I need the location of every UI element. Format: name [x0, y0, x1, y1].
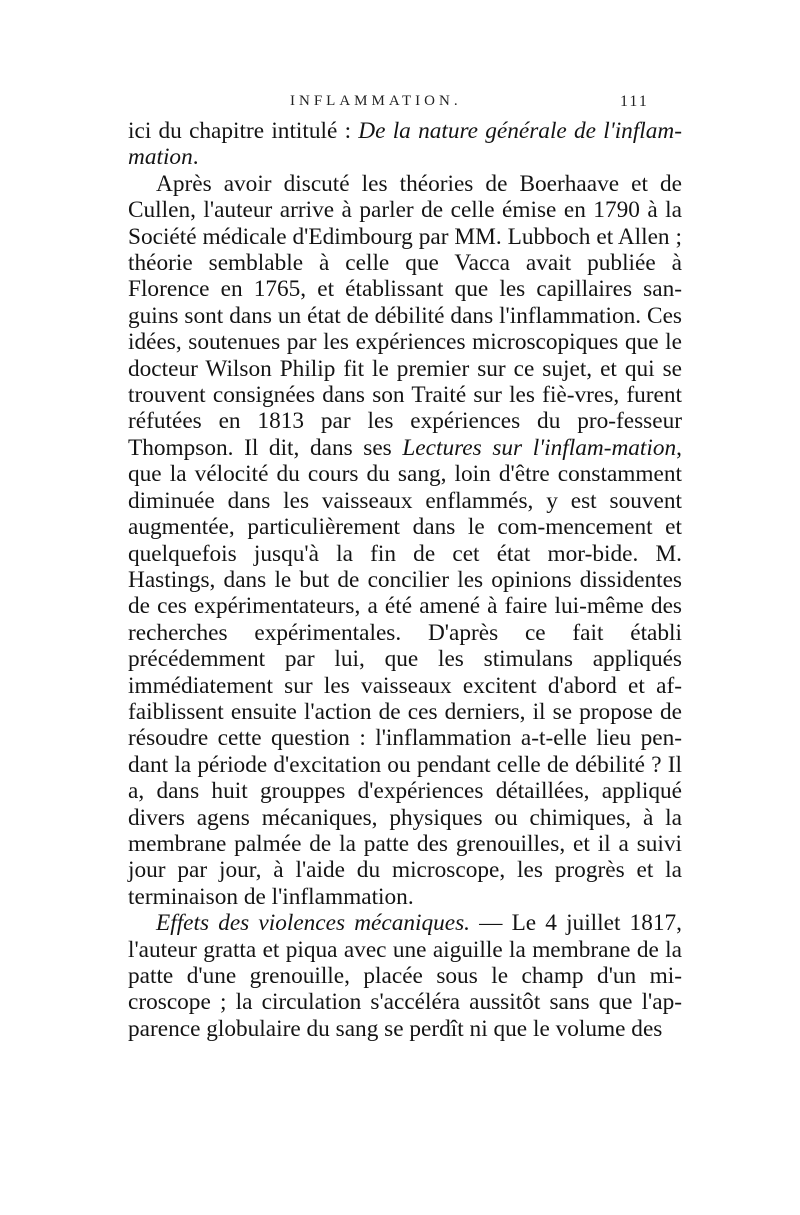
paragraph-chapter-reference	[128, 118, 682, 171]
chapter-title-italic: De la nature générale de l'inflam-mation	[128, 118, 682, 171]
running-header	[0, 93, 800, 115]
body-text	[128, 118, 682, 1042]
running-title: INFLAMMATION.	[290, 93, 462, 109]
text-segment: ici du chapitre intitulé :	[128, 118, 359, 144]
section-heading-italic: Effets des violences mécaniques.	[156, 910, 470, 937]
page-number: 111	[620, 93, 649, 110]
lectures-title-italic: Lectures sur l'inflam-mation	[402, 434, 677, 461]
paragraph-theories	[128, 171, 682, 910]
text-segment: , que la vélocité du cours du sang, loin d'être constamment diminuée dans les vaisseaux enflammés, y est souvent augmentée, particulièrement dans le com-mencement et quelquefois jusqu'à la fin de cet état mor-bide. M. Hastings, dans le but de concilier les opinions dissidentes de ces expérimentateurs, a été amené à faire lui-même des recherches expérimentales. D'après ce fait établi précédemment par lui, que les stimulans appliqués immédiatement sur les vaisseaux excitent d'abord et af-faiblissent ensuite l'action de ces derniers, il se propose de résoudre cette question : l'inflammation a-t-elle lieu pen-dant la période d'excitation ou pendant celle de débilité ? Il a, dans huit grouppes d'expériences détaillées, appliqué divers agens mécaniques, physiques ou chimiques, à la membrane palmée de la patte des grenouilles, et il a suivi jour par jour, à l'aide du microscope, les progrès et la terminaison de l'inflammation.	[128, 434, 682, 910]
paragraph-mechanical-effects	[128, 910, 682, 1042]
text-segment: Après avoir discuté les théories de Boerhaave et de Cullen, l'auteur arrive à parler de celle émise en 1790 à la Société médicale d'Edimbourg par MM. Lubboch et Allen ; théorie semblable à celle que Vacca avait publiée à Florence en 1765, et établissant que les capillaires san-guins sont dans un état de débilité dans l'inflammation. Ces idées, soutenues par les expériences microscopiques que le docteur Wilson Philip fit le premier sur ce sujet, et qui se trouvent consignées dans son Traité sur les fiè-vres, furent réfutées en 1813 par les expériences du pro-fesseur Thompson. Il dit, dans ses	[128, 170, 682, 461]
text-segment: — Le 4 juillet 1817, l'auteur gratta et piqua avec une aiguille la membrane de la patte d'une grenouille, placée sous le champ d'un mi-croscope ; la circulation s'accéléra aussitôt sans que l'ap-parence globulaire du sang se perdît ni que le volume des	[128, 910, 682, 1042]
text-segment: .	[192, 144, 199, 171]
